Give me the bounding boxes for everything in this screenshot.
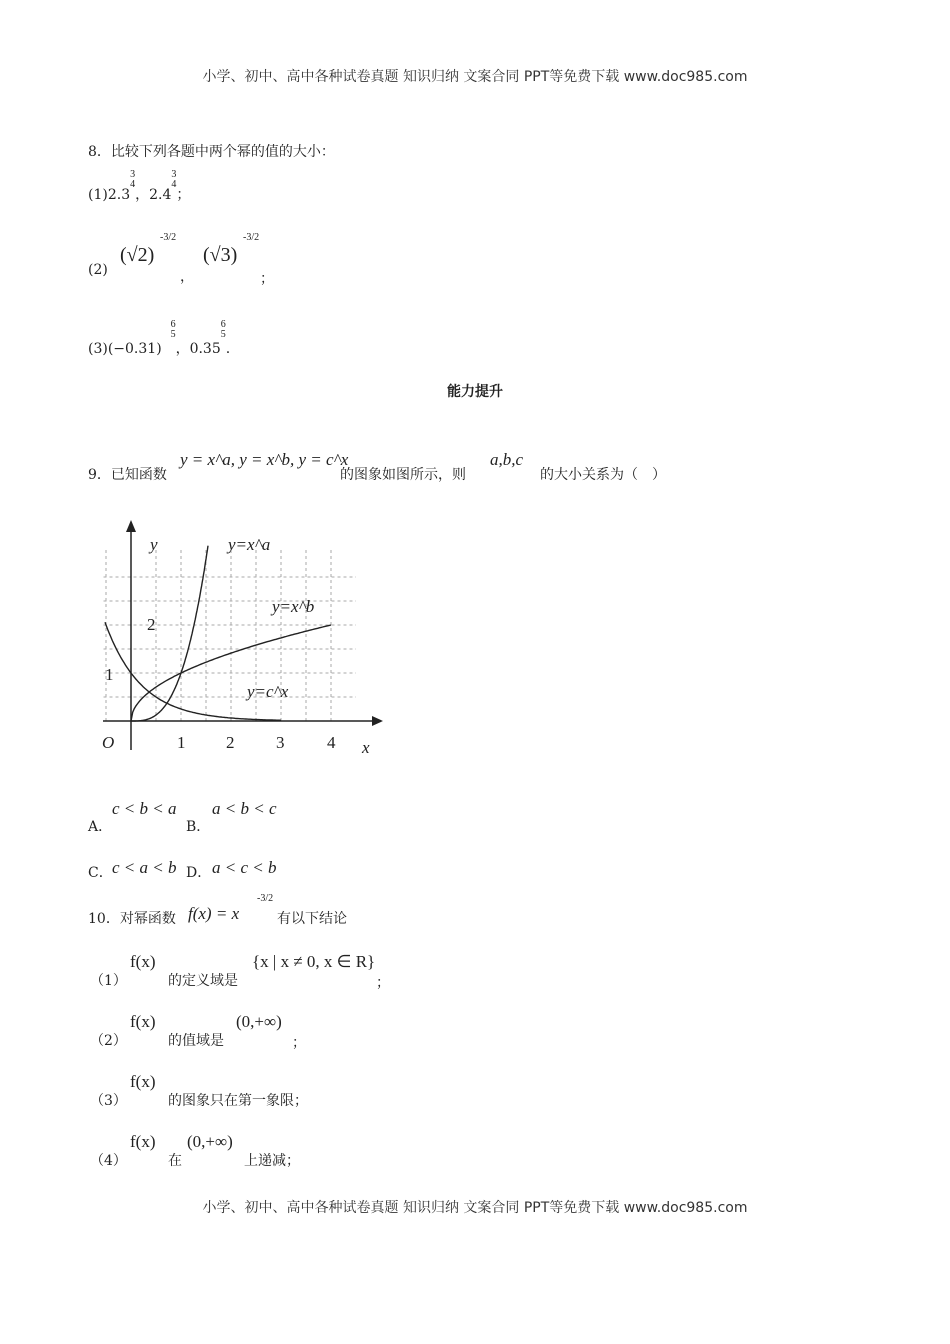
q10-item-3-num: （3）	[90, 1093, 127, 1109]
q8-part2-exp: -3/2	[243, 232, 260, 243]
exponent: 6 5	[170, 319, 176, 340]
option-d-label[interactable]: D．	[186, 865, 212, 881]
q10-item-2-f: f(x)	[130, 1012, 156, 1031]
q10-item-2-text: 的值域是	[168, 1033, 224, 1049]
x-axis-arrow-icon	[372, 716, 383, 726]
q10-item-1-f: f(x)	[130, 952, 156, 971]
q10-item-2-num: （2）	[90, 1033, 127, 1049]
q8-part3: (3)(−0.31) 6 5 ，0.35 6 5 .	[88, 319, 231, 357]
origin-label: O	[102, 733, 115, 752]
y-axis-label: y	[150, 535, 158, 554]
x-tick-label: 3	[276, 733, 285, 752]
q9-prefix: 9．已知函数	[88, 467, 167, 483]
q10-item-1-math: {x | x ≠ 0, x ∈ R}	[252, 952, 376, 971]
q10-item-1-text: 的定义域是	[168, 973, 238, 989]
page-footer: 小学、初中、高中各种试卷真题 知识归纳 文案合同 PPT等免费下载 www.doc985.com	[202, 1200, 748, 1216]
x-tick-label: 1	[177, 733, 186, 752]
q10-prefix: 10．对幂函数	[88, 911, 176, 927]
q10-exponent: -3/2	[257, 893, 274, 904]
q8-part2-end: ；	[260, 271, 274, 287]
option-a-text[interactable]: c < b < a	[112, 799, 177, 818]
curve-label-b: y=x^b	[272, 597, 315, 616]
exponent: 3 4	[130, 169, 136, 190]
option-a-label[interactable]: A．	[88, 819, 113, 835]
q8-part2-b: (√3)	[203, 244, 238, 266]
q8-part2-exp: -3/2	[160, 232, 177, 243]
q10-item-1-end: ；	[376, 975, 390, 991]
q8-part2-a: (√2)	[120, 244, 155, 266]
curve-power-a	[131, 546, 208, 721]
q10-item-4-end: 上递减；	[244, 1153, 300, 1169]
q9-suffix: 的大小关系为（ ）	[540, 467, 666, 483]
q10-item-2-end: ；	[292, 1035, 306, 1051]
q10-item-4-text: 在	[168, 1153, 182, 1169]
q9-functions: y = x^a, y = x^b, y = c^x	[180, 450, 349, 469]
x-tick-label: 4	[327, 733, 336, 752]
q8-part2-sep: ，	[180, 269, 194, 285]
y-axis-arrow-icon	[126, 520, 136, 532]
y-tick-label: 2	[147, 615, 156, 634]
curve-label-c: y=c^x	[247, 682, 289, 701]
function-graph-figure	[95, 515, 395, 760]
y-tick-label: 1	[105, 665, 114, 684]
q10-item-2-math: (0,+∞)	[236, 1012, 282, 1031]
q10-item-1-num: （1）	[90, 973, 127, 989]
exponent: 3 4	[171, 169, 177, 190]
x-axis-label: x	[362, 738, 370, 757]
q8-p1-base2: ，2.4	[135, 187, 172, 203]
q10-item-4-num: （4）	[90, 1153, 127, 1169]
q10-suffix: 有以下结论	[277, 911, 347, 927]
exponent: 6 5	[220, 319, 226, 340]
q10-item-3-f: f(x)	[130, 1072, 156, 1091]
option-c-label[interactable]: C．	[88, 865, 113, 881]
q10-item-3-text: 的图象只在第一象限；	[168, 1093, 308, 1109]
q9-mid: 的图象如图所示，则	[340, 467, 466, 483]
q8-part1: (1)2.3 3 4 ，2.4 3 4 ；	[88, 169, 191, 203]
option-c-text[interactable]: c < a < b	[112, 858, 177, 877]
section-title: 能力提升	[447, 384, 503, 400]
option-b-text[interactable]: a < b < c	[212, 799, 277, 818]
page-header: 小学、初中、高中各种试卷真题 知识归纳 文案合同 PPT等免费下载 www.doc985.com	[202, 69, 748, 85]
curve-label-a: y=x^a	[228, 535, 271, 554]
q10-function: f(x) = x	[188, 904, 240, 923]
q10-item-4-f: f(x)	[130, 1132, 156, 1151]
q8-part2-label: (2)	[88, 262, 108, 278]
q9-vars: a,b,c	[490, 450, 524, 469]
q8-title: 8．比较下列各题中两个幂的值的大小：	[88, 144, 335, 160]
option-d-text[interactable]: a < c < b	[212, 858, 277, 877]
q8-p1-base1: (1)2.3	[88, 187, 131, 203]
x-tick-label: 2	[226, 733, 235, 752]
q10-item-4-math: (0,+∞)	[187, 1132, 233, 1151]
option-b-label[interactable]: B．	[186, 819, 211, 835]
